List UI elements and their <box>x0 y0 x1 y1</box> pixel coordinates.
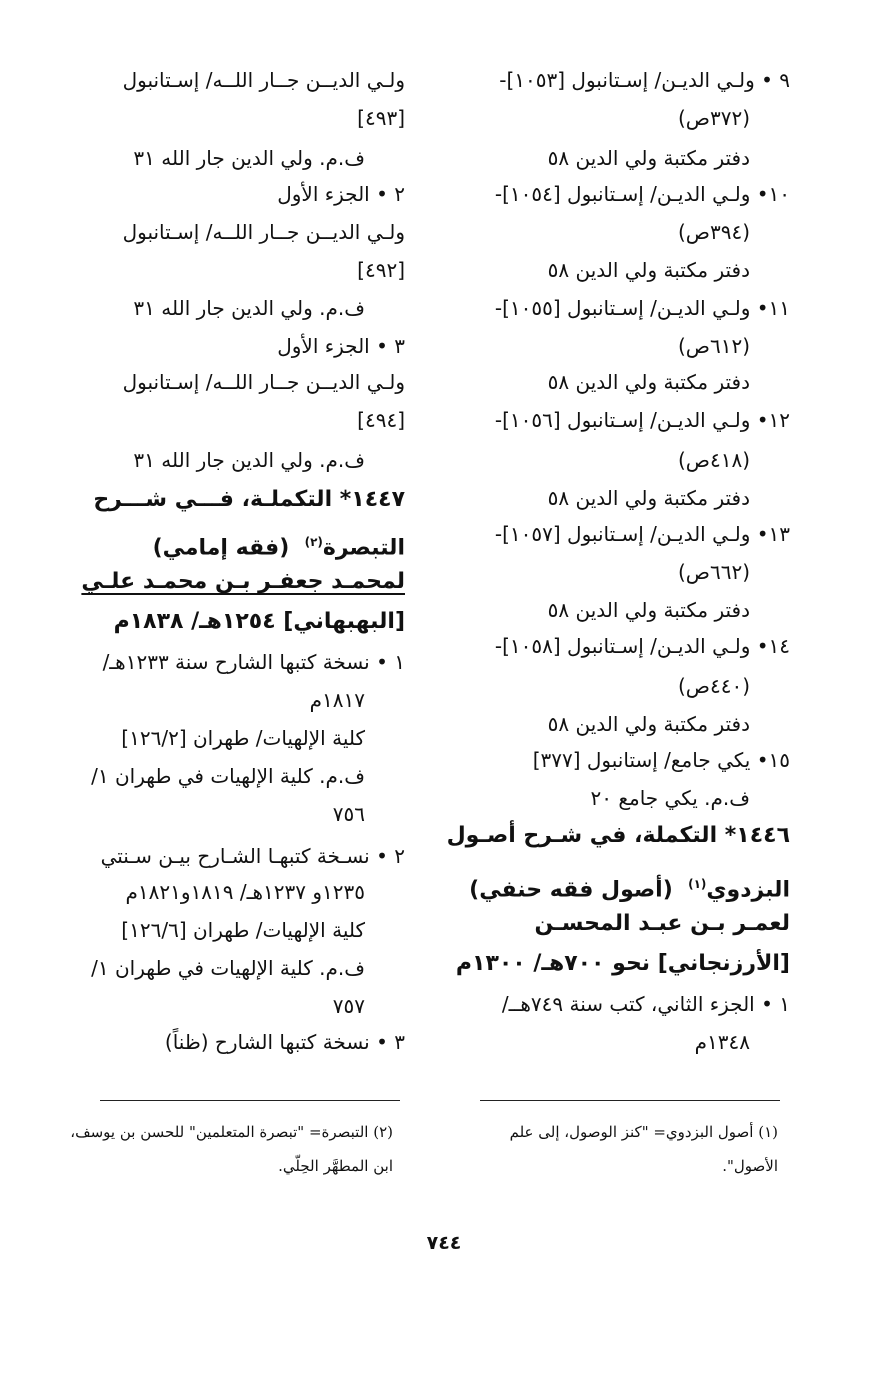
entry-line: ٣ • الجزء الأول <box>277 334 405 358</box>
entry-line: ١ • الجزء الثاني، كتب سنة ٧٤٩هــ/ <box>501 992 790 1016</box>
entry-line: دفتر مكتبة ولي الدين ٥٨ <box>547 486 750 510</box>
author-line: لمحمـد جعفـر بـن محمـد علـي <box>81 569 405 594</box>
entry-heading: ١٤٤٧* التكملـة، فـــي شـــرح <box>93 487 405 512</box>
entry-line: (٦١٢ص) <box>677 334 750 358</box>
entry-line: دفتر مكتبة ولي الدين ٥٨ <box>547 370 750 394</box>
entry-line: ٢ • الجزء الأول <box>277 182 405 206</box>
entry-line: ولـي الديــن جــار اللــه/ إسـتانبول <box>122 68 405 92</box>
footnote: ابن المطهَّر الحِلّي. <box>278 1157 393 1175</box>
entry-line: ٣ • نسخة كتبها الشارح (ظناً) <box>164 1030 405 1054</box>
entry-line: ١٢• ولـي الديـن/ إسـتانبول [١٠٥٦]- <box>494 408 790 432</box>
entry-line: [٤٩٣] <box>357 106 405 130</box>
entry-line: ٧٥٧ <box>332 994 365 1018</box>
footnote: الأصول". <box>722 1157 778 1175</box>
entry-line: ١٨١٧م <box>309 688 365 712</box>
entry-line: (٤١٨ص) <box>677 448 750 472</box>
page-number: ٧٤٤ <box>426 1232 462 1254</box>
entry-line: [٤٩٢] <box>357 258 405 282</box>
entry-line: دفتر مكتبة ولي الدين ٥٨ <box>547 598 750 622</box>
author-line: لعمـر بـن عبـد المحسـن <box>534 911 790 936</box>
author-line: [الأرزنجاني] نحو ٧٠٠هـ/ ١٣٠٠م <box>455 951 790 976</box>
entry-line: ف.م. ولي الدين جار الله ٣١ <box>133 146 365 170</box>
entry-line: ١٤• ولـي الديـن/ إسـتانبول [١٠٥٨]- <box>494 634 790 658</box>
entry-line: دفتر مكتبة ولي الدين ٥٨ <box>547 258 750 282</box>
entry-line: ١٠• ولـي الديـن/ إسـتانبول [١٠٥٤]- <box>494 182 790 206</box>
entry-line: (٦٦٢ص) <box>677 560 750 584</box>
entry-line: (٣٩٤ص) <box>677 220 750 244</box>
entry-line: دفتر مكتبة ولي الدين ٥٨ <box>547 146 750 170</box>
book-title: التبصرة <box>322 535 405 561</box>
entry-line: كلية الإلهيات/ طهران [١٢٦/٦] <box>121 918 365 942</box>
entry-line: [٤٩٤] <box>357 408 405 432</box>
entry-line: ١١• ولـي الديـن/ إسـتانبول [١٠٥٥]- <box>494 296 790 320</box>
footnote-divider <box>100 1100 400 1101</box>
entry-heading: ١٤٤٦* التكملة، في شـرح أصـول <box>446 823 790 848</box>
author-line: [البهبهاني] ١٢٥٤هـ/ ١٨٣٨م <box>113 609 405 634</box>
footnote-mark: (٢) <box>304 535 323 549</box>
entry-line: ف.م. كلية الإلهيات في طهران ١/ <box>91 956 365 980</box>
footnote: (٢) التبصرة= "تبصرة المتعلمين" للحسن بن يوسف، <box>70 1123 393 1141</box>
footnote-mark: (١) <box>688 877 707 891</box>
entry-line: دفتر مكتبة ولي الدين ٥٨ <box>547 712 750 736</box>
entry-line: ولـي الديــن جــار اللــه/ إسـتانبول <box>122 370 405 394</box>
entry-heading <box>153 524 405 566</box>
entry-line: ٩ • ولـي الديـن/ إسـتانبول [١٠٥٣]- <box>499 68 790 92</box>
entry-line: ١٥• يكي جامع/ إستانبول [٣٧٧] <box>532 748 790 772</box>
book-title: البزدوي <box>706 877 790 903</box>
subject: (فقه إمامي) <box>152 535 290 561</box>
entry-heading <box>469 866 790 908</box>
footnote: (١) أصول البزدوي= "كنز الوصول، إلى علم <box>509 1123 778 1141</box>
entry-line: كلية الإلهيات/ طهران [١٢٦/٢] <box>121 726 365 750</box>
entry-line: ٢ • نسـخة كتبهـا الشـارح بيـن سـنتي <box>100 844 405 868</box>
entry-line: ولـي الديــن جــار اللــه/ إسـتانبول <box>122 220 405 244</box>
entry-line: ف.م. ولي الدين جار الله ٣١ <box>133 296 365 320</box>
entry-line: ف.م. كلية الإلهيات في طهران ١/ <box>91 764 365 788</box>
entry-line: ١٣• ولـي الديـن/ إسـتانبول [١٠٥٧]- <box>494 522 790 546</box>
entry-line: ١٣٤٨م <box>694 1030 750 1054</box>
footnote-divider <box>480 1100 780 1101</box>
entry-line: (٣٧٢ص) <box>677 106 750 130</box>
entry-line: ٧٥٦ <box>332 802 365 826</box>
entry-line: ف.م. ولي الدين جار الله ٣١ <box>133 448 365 472</box>
entry-line: ف.م. يكي جامع ٢٠ <box>590 786 750 810</box>
subject: (أصول فقه حنفي) <box>469 877 673 903</box>
entry-line: ١ • نسخة كتبها الشارح سنة ١٢٣٣هـ/ <box>102 650 405 674</box>
entry-line: ١٢٣٥و ١٢٣٧هـ/ ١٨١٩و١٨٢١م <box>125 880 365 904</box>
entry-line: (٤٤٠ص) <box>677 674 750 698</box>
